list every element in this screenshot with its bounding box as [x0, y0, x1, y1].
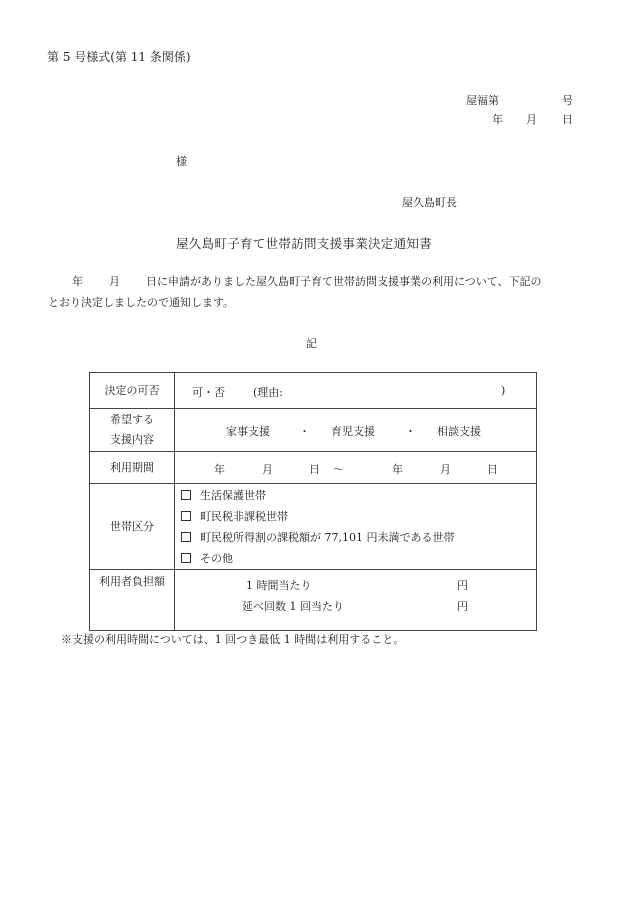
support-label-line2: 支援内容	[110, 433, 154, 446]
support-separator-1: ・	[299, 425, 310, 438]
checkbox-icon[interactable]	[181, 532, 191, 542]
household-option-label: その他	[200, 551, 233, 565]
period-end-year: 年	[392, 463, 403, 476]
decision-row	[90, 373, 537, 409]
document-number-prefix: 屋福第	[466, 94, 499, 107]
burden-row	[90, 570, 537, 631]
household-option-nontaxable[interactable]	[175, 506, 536, 527]
support-label-line1: 希望する	[110, 413, 154, 426]
household-option-other[interactable]	[175, 548, 536, 569]
support-row	[90, 409, 537, 452]
decision-table	[89, 372, 537, 631]
body-year: 年	[72, 275, 83, 288]
support-separator-2: ・	[405, 425, 416, 438]
period-start-month: 月	[262, 463, 273, 476]
issuer: 屋久島町長	[402, 196, 457, 209]
form-number: 第 5 号様式(第 11 条関係)	[47, 50, 191, 64]
body-text-1: 日に申請がありました屋久島町子育て世帯訪問支援事業の利用について、下記の	[146, 275, 542, 288]
body-paragraph	[48, 271, 580, 313]
support-option-housework: 家事支援	[226, 425, 270, 438]
decision-value-cell	[175, 373, 537, 409]
decision-label: 決定の可否	[90, 373, 175, 409]
household-label: 世帯区分	[90, 484, 175, 570]
reason-close: )	[501, 384, 506, 397]
household-option-welfare[interactable]	[175, 485, 536, 506]
support-option-childcare: 育児支援	[331, 425, 375, 438]
addressee-suffix: 様	[176, 155, 187, 168]
burden-per-hour-unit: 円	[457, 579, 468, 592]
document-title: 屋久島町子育て世帯訪問支援事業決定通知書	[176, 236, 433, 251]
household-option-low-income[interactable]	[175, 527, 536, 548]
burden-value-cell	[175, 570, 537, 631]
issue-date-day: 日	[562, 113, 573, 126]
period-start-day: 日	[309, 463, 320, 476]
support-value-cell	[175, 409, 537, 452]
decision-options: 可・否	[192, 386, 225, 399]
period-start-year: 年	[214, 463, 225, 476]
burden-label: 利用者負担額	[90, 570, 175, 631]
household-option-label: 町民税非課税世帯	[200, 509, 288, 523]
burden-per-visit-unit: 円	[457, 600, 468, 613]
issue-date-month: 月	[526, 113, 537, 126]
support-option-consultation: 相談支援	[437, 425, 481, 438]
household-option-label: 生活保護世帯	[200, 488, 266, 502]
support-label	[90, 409, 175, 452]
checkbox-icon[interactable]	[181, 553, 191, 563]
body-text-2: とおり決定しましたので通知します。	[48, 296, 235, 309]
checkbox-icon[interactable]	[181, 490, 191, 500]
period-tilde: 〜	[333, 463, 344, 476]
period-row	[90, 452, 537, 484]
household-options-cell	[175, 484, 537, 570]
issue-date-year: 年	[492, 113, 503, 126]
checkbox-icon[interactable]	[181, 511, 191, 521]
period-end-month: 月	[440, 463, 451, 476]
ki-heading: 記	[306, 337, 317, 350]
household-row	[90, 484, 537, 570]
usage-note: ※支援の利用時間については、1 回つき最低 1 時間は利用すること。	[61, 633, 405, 646]
period-end-day: 日	[487, 463, 498, 476]
period-value-cell	[175, 452, 537, 484]
burden-per-visit-label: 延べ回数 1 回当たり	[242, 600, 344, 613]
period-label: 利用期間	[90, 452, 175, 484]
body-month: 月	[109, 275, 120, 288]
reason-open: (理由:	[253, 386, 283, 399]
document-number-suffix: 号	[562, 94, 573, 107]
burden-per-hour-label: 1 時間当たり	[246, 579, 312, 592]
household-option-label: 町民税所得割の課税額が 77,101 円未満である世帯	[200, 530, 455, 544]
